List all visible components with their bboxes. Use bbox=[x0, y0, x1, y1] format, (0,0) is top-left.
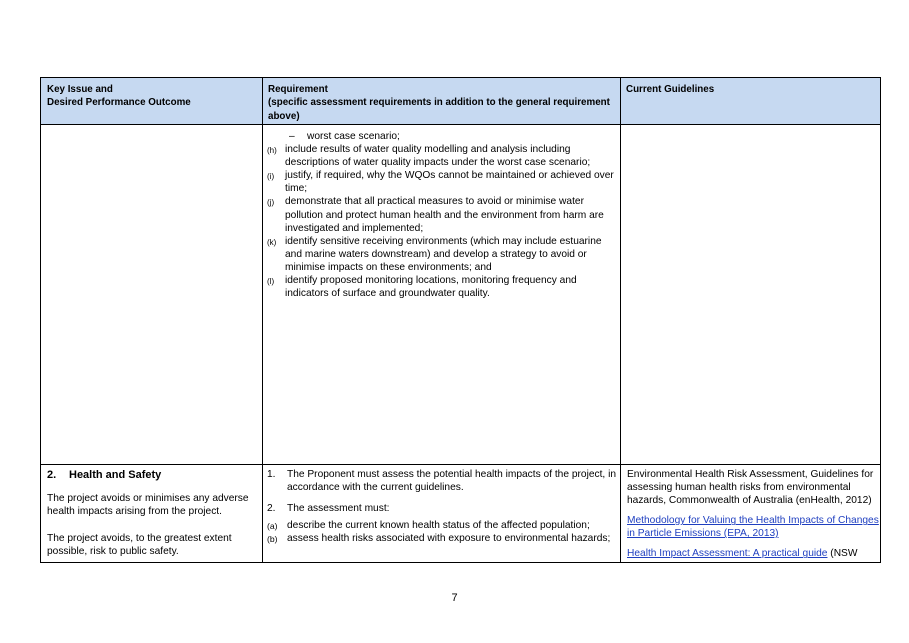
dash-marker: – bbox=[289, 131, 295, 142]
health-requirements bbox=[267, 468, 617, 545]
list-item: (a) describe the current known health status of the affected population; bbox=[267, 520, 590, 532]
list-item: (h) include results of water quality modelling and analysis including descriptions of water quality impacts under the worst case scenario; bbox=[267, 144, 591, 169]
guidelines-list: Environmental Health Risk Assessment, Guidelines for assessing human health risks from environmental hazards, Commonwealth of Australia (enHealth, 2012) Methodology for Valuing the Health Impacts of Changes in Particle Emissions (EPA, 2013) Health Impact Assessment: A practical guide (NSW bbox=[627, 469, 879, 560]
list-item: 2. The assessment must: bbox=[267, 503, 390, 515]
requirements-table bbox=[40, 77, 881, 563]
page-number: 7 bbox=[451, 592, 458, 604]
header-requirement: Requirement (specific assessment requirements in addition to the general requirement above) bbox=[268, 84, 610, 122]
list-item: (l) identify proposed monitoring locations, monitoring frequency and indicators of surface and groundwater quality. bbox=[267, 275, 577, 300]
list-item: (b) assess health risks associated with exposure to environmental hazards; bbox=[267, 533, 611, 545]
list-item: – worst case scenario; bbox=[289, 131, 400, 142]
header-current-guidelines: Current Guidelines bbox=[626, 84, 715, 95]
list-item: 1. The Proponent must assess the potential health impacts of the project, in accordance with the current guidelines. bbox=[267, 469, 617, 494]
continued-requirements bbox=[267, 130, 617, 300]
outcome-text: The project avoids or minimises any adverse health impacts arising from the project. bbox=[47, 493, 249, 518]
column-key-issue bbox=[41, 78, 262, 562]
section-title: 2. Health and Safety bbox=[47, 469, 162, 481]
guideline-link[interactable]: Methodology for Valuing the Health Impacts of Changes in Particle Emissions (EPA, 2013) bbox=[627, 515, 879, 540]
guideline-text: Environmental Health Risk Assessment, Guidelines for assessing human health risks from environmental hazards, Commonwealth of Australia (enHealth, 2012) bbox=[627, 469, 874, 507]
list-item: (j) demonstrate that all practical measures to avoid or minimise water pollution and protect human health and the environment from harm are investigated and implemented; bbox=[267, 196, 604, 234]
list-item: (k) identify sensitive receiving environments (which may include estuarine and marine waters downstream) and develop a strategy to avoid or minimise impacts on these environments; and bbox=[267, 235, 602, 273]
list-item: (i) justify, if required, why the WQOs cannot be maintained or achieved over time; bbox=[267, 170, 614, 195]
guideline-link[interactable]: Health Impact Assessment: A practical guide bbox=[627, 548, 828, 560]
outcome-text: The project avoids, to the greatest extent possible, risk to public safety. bbox=[47, 533, 232, 558]
header-key-issue: Key Issue and Desired Performance Outcome bbox=[47, 84, 191, 109]
row-divider bbox=[41, 464, 880, 465]
